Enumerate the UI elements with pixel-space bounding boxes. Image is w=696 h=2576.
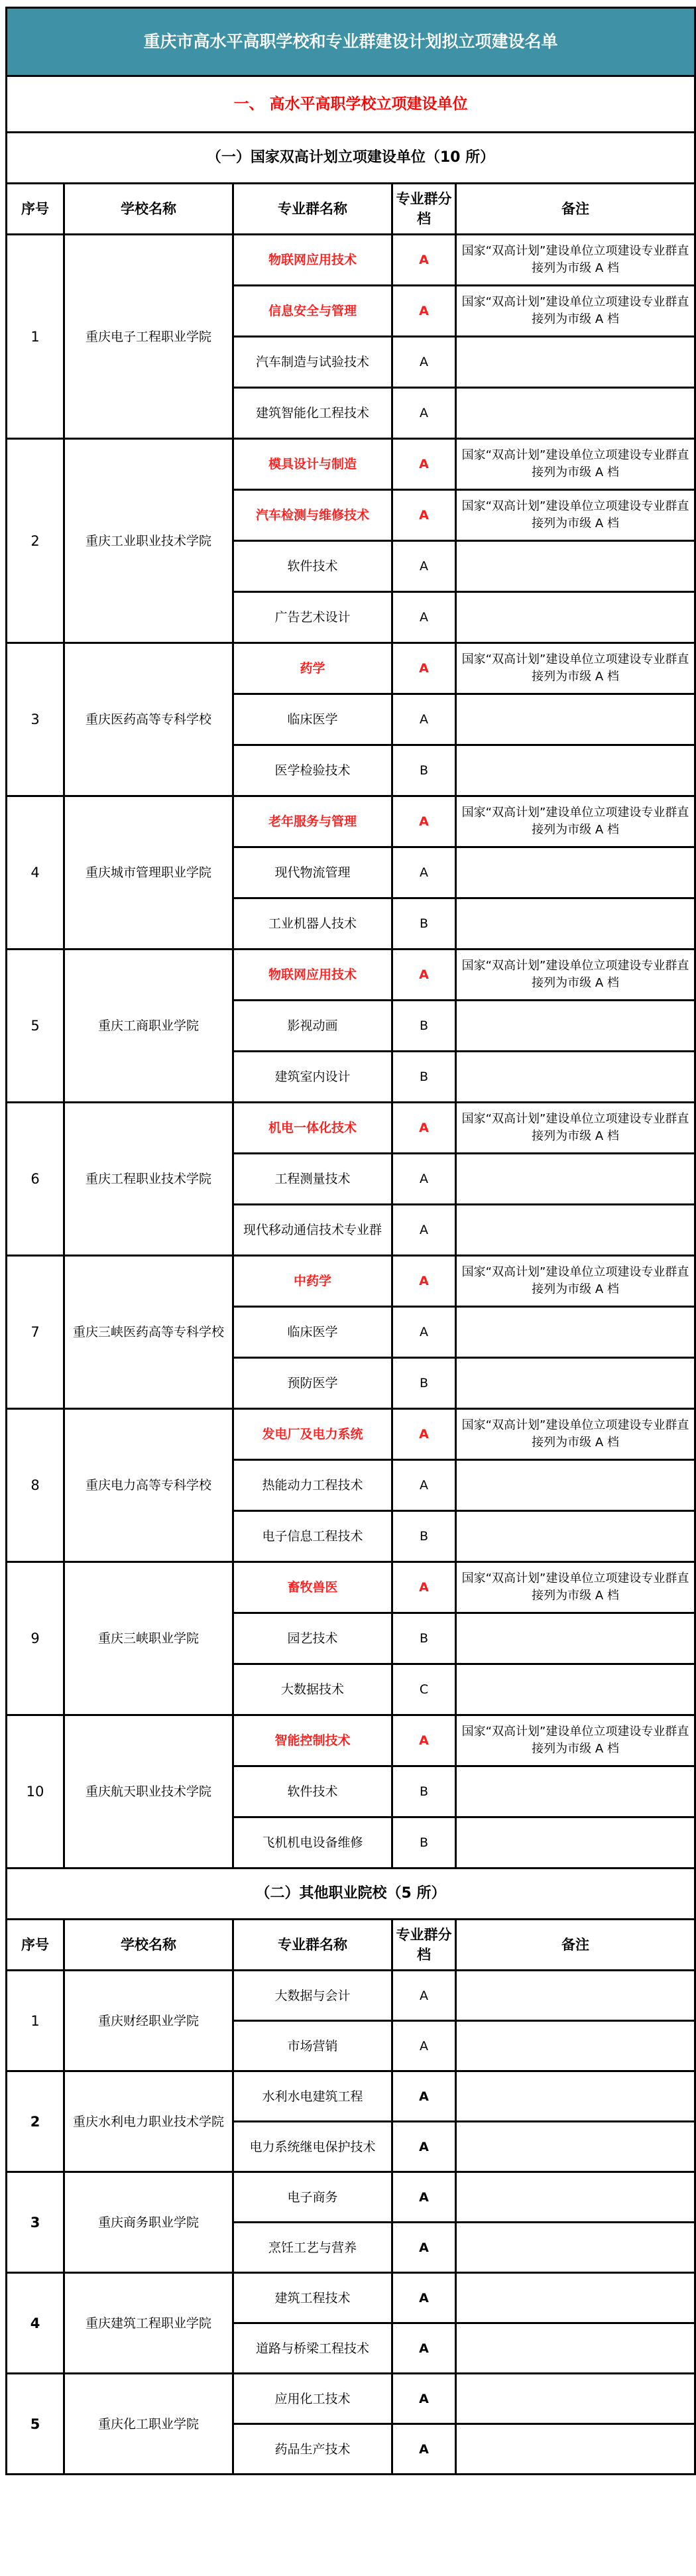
major-name: 信息安全与管理 [233,286,392,337]
major-name: 药品生产技术 [233,2424,392,2475]
major-name: 现代物流管理 [233,847,392,898]
school-number: 3 [7,2172,64,2273]
table-row [7,2374,695,2424]
major-name: 大数据与会计 [233,1971,392,2021]
subsection-row [7,1869,695,1920]
note: 国家“双高计划”建设单位立项建设专业群直接列为市级 A 档 [456,1562,695,1613]
major-name: 医学检验技术 [233,745,392,796]
major-grade: A [392,1409,456,1460]
major-grade: A [392,1103,456,1154]
major-name: 影视动画 [233,1001,392,1052]
note [456,1613,695,1664]
section-row [7,76,695,133]
note [456,592,695,643]
major-grade: A [392,2424,456,2475]
major-name: 物联网应用技术 [233,235,392,286]
major-grade: A [392,2172,456,2223]
major-name: 物联网应用技术 [233,950,392,1001]
major-name: 电力系统继电保护技术 [233,2122,392,2172]
school-name: 重庆电力高等专科学校 [64,1409,233,1562]
major-grade: A [392,1715,456,1766]
major-name: 应用化工技术 [233,2374,392,2424]
note: 国家“双高计划”建设单位立项建设专业群直接列为市级 A 档 [456,643,695,694]
major-grade: A [392,2323,456,2374]
note [456,1664,695,1715]
major-name: 电子商务 [233,2172,392,2223]
project-list-table [5,7,696,2475]
column-header-row [7,184,695,235]
major-name: 软件技术 [233,1766,392,1817]
note: 国家“双高计划”建设单位立项建设专业群直接列为市级 A 档 [456,286,695,337]
school-number: 9 [7,1562,64,1715]
table-row [7,1256,695,1307]
note [456,1358,695,1409]
major-name: 中药学 [233,1256,392,1307]
table-row [7,235,695,286]
school-name: 重庆商务职业学院 [64,2172,233,2273]
major-name: 临床医学 [233,1307,392,1358]
major-grade: B [392,1511,456,1562]
note: 国家“双高计划”建设单位立项建设专业群直接列为市级 A 档 [456,490,695,541]
major-name: 烹饪工艺与营养 [233,2223,392,2273]
major-grade: A [392,1307,456,1358]
subsection-heading: （二）其他职业院校（5 所） [7,1869,695,1920]
note [456,1460,695,1511]
major-name: 发电厂及电力系统 [233,1409,392,1460]
school-number: 4 [7,2273,64,2374]
school-name: 重庆城市管理职业学院 [64,796,233,950]
major-grade: A [392,1205,456,1256]
major-grade: A [392,2071,456,2122]
school-name: 重庆电子工程职业学院 [64,235,233,439]
header-grade: 专业群分档 [392,1920,456,1971]
major-name: 建筑工程技术 [233,2273,392,2323]
note: 国家“双高计划”建设单位立项建设专业群直接列为市级 A 档 [456,439,695,490]
subsection-row [7,133,695,184]
major-name: 现代移动通信技术专业群 [233,1205,392,1256]
major-name: 畜牧兽医 [233,1562,392,1613]
major-grade: A [392,847,456,898]
note [456,2273,695,2323]
major-grade: A [392,1562,456,1613]
major-grade: A [392,439,456,490]
note [456,388,695,439]
note [456,1001,695,1052]
note [456,337,695,388]
major-name: 电子信息工程技术 [233,1511,392,1562]
note [456,1971,695,2021]
major-name: 道路与桥梁工程技术 [233,2323,392,2374]
major-grade: A [392,337,456,388]
major-name: 智能控制技术 [233,1715,392,1766]
major-name: 软件技术 [233,541,392,592]
major-name: 水利水电建筑工程 [233,2071,392,2122]
major-name: 建筑室内设计 [233,1052,392,1103]
header-major: 专业群名称 [233,1920,392,1971]
major-grade: B [392,1817,456,1869]
header-major: 专业群名称 [233,184,392,235]
note: 国家“双高计划”建设单位立项建设专业群直接列为市级 A 档 [456,950,695,1001]
major-grade: C [392,1664,456,1715]
note: 国家“双高计划”建设单位立项建设专业群直接列为市级 A 档 [456,1409,695,1460]
note [456,2223,695,2273]
school-name: 重庆医药高等专科学校 [64,643,233,796]
school-number: 8 [7,1409,64,1562]
major-name: 老年服务与管理 [233,796,392,847]
header-grade: 专业群分档 [392,184,456,235]
major-name: 园艺技术 [233,1613,392,1664]
major-grade: A [392,2223,456,2273]
note [456,1307,695,1358]
header-school: 学校名称 [64,184,233,235]
major-name: 广告艺术设计 [233,592,392,643]
school-number: 5 [7,2374,64,2475]
major-grade: A [392,2374,456,2424]
major-grade: A [392,2122,456,2172]
note [456,1205,695,1256]
school-name: 重庆工业职业技术学院 [64,439,233,643]
header-seq: 序号 [7,1920,64,1971]
table-row [7,1715,695,1766]
major-grade: B [392,1766,456,1817]
major-grade: A [392,796,456,847]
title-row [7,8,695,76]
school-number: 4 [7,796,64,950]
major-name: 建筑智能化工程技术 [233,388,392,439]
school-name: 重庆工商职业学院 [64,950,233,1103]
subsection-heading: （一）国家双高计划立项建设单位（10 所） [7,133,695,184]
major-name: 汽车制造与试验技术 [233,337,392,388]
note: 国家“双高计划”建设单位立项建设专业群直接列为市级 A 档 [456,1103,695,1154]
table-row [7,2172,695,2223]
note [456,2172,695,2223]
school-number: 5 [7,950,64,1103]
note [456,1154,695,1205]
school-name: 重庆财经职业学院 [64,1971,233,2071]
major-name: 机电一体化技术 [233,1103,392,1154]
major-grade: A [392,643,456,694]
note [456,1766,695,1817]
school-name: 重庆工程职业技术学院 [64,1103,233,1256]
major-grade: B [392,898,456,950]
major-grade: A [392,694,456,745]
note [456,2071,695,2122]
major-grade: A [392,1154,456,1205]
school-number: 10 [7,1715,64,1869]
table-row [7,439,695,490]
table-row [7,1562,695,1613]
note [456,745,695,796]
table-row [7,1409,695,1460]
school-name: 重庆水利电力职业技术学院 [64,2071,233,2172]
school-name: 重庆三峡职业学院 [64,1562,233,1715]
major-grade: B [392,1001,456,1052]
note [456,1052,695,1103]
major-grade: A [392,1971,456,2021]
header-note: 备注 [456,1920,695,1971]
major-grade: B [392,1613,456,1664]
major-name: 临床医学 [233,694,392,745]
note [456,2424,695,2475]
major-name: 大数据技术 [233,1664,392,1715]
note: 国家“双高计划”建设单位立项建设专业群直接列为市级 A 档 [456,235,695,286]
major-name: 工业机器人技术 [233,898,392,950]
note [456,2374,695,2424]
school-number: 6 [7,1103,64,1256]
header-school: 学校名称 [64,1920,233,1971]
note [456,2122,695,2172]
note: 国家“双高计划”建设单位立项建设专业群直接列为市级 A 档 [456,796,695,847]
school-name: 重庆建筑工程职业学院 [64,2273,233,2374]
note [456,2323,695,2374]
table-row [7,1103,695,1154]
school-name: 重庆三峡医药高等专科学校 [64,1256,233,1409]
note: 国家“双高计划”建设单位立项建设专业群直接列为市级 A 档 [456,1256,695,1307]
note [456,1511,695,1562]
school-name: 重庆化工职业学院 [64,2374,233,2475]
table-row [7,796,695,847]
table-row [7,2273,695,2323]
table-row [7,643,695,694]
major-grade: B [392,745,456,796]
table-row [7,2071,695,2122]
school-name: 重庆航天职业技术学院 [64,1715,233,1869]
note [456,541,695,592]
major-grade: A [392,950,456,1001]
school-number: 7 [7,1256,64,1409]
major-grade: A [392,2021,456,2071]
note [456,898,695,950]
school-number: 1 [7,1971,64,2071]
major-grade: B [392,1052,456,1103]
major-grade: A [392,235,456,286]
school-number: 2 [7,2071,64,2172]
table-row [7,950,695,1001]
table-row [7,1971,695,2021]
major-name: 飞机机电设备维修 [233,1817,392,1869]
school-number: 1 [7,235,64,439]
major-name: 热能动力工程技术 [233,1460,392,1511]
major-name: 模具设计与制造 [233,439,392,490]
major-name: 市场营销 [233,2021,392,2071]
page-title: 重庆市高水平高职学校和专业群建设计划拟立项建设名单 [7,8,695,76]
note [456,694,695,745]
header-note: 备注 [456,184,695,235]
major-name: 药学 [233,643,392,694]
section-heading: 一、 高水平高职学校立项建设单位 [7,76,695,133]
major-grade: A [392,1460,456,1511]
major-grade: A [392,490,456,541]
major-grade: A [392,541,456,592]
major-grade: A [392,2273,456,2323]
school-number: 3 [7,643,64,796]
note [456,1817,695,1869]
note: 国家“双高计划”建设单位立项建设专业群直接列为市级 A 档 [456,1715,695,1766]
major-grade: A [392,1256,456,1307]
header-seq: 序号 [7,184,64,235]
major-grade: A [392,286,456,337]
major-name: 预防医学 [233,1358,392,1409]
major-grade: A [392,388,456,439]
major-grade: B [392,1358,456,1409]
note [456,2021,695,2071]
note [456,847,695,898]
major-name: 工程测量技术 [233,1154,392,1205]
major-grade: A [392,592,456,643]
school-number: 2 [7,439,64,643]
column-header-row [7,1920,695,1971]
major-name: 汽车检测与维修技术 [233,490,392,541]
